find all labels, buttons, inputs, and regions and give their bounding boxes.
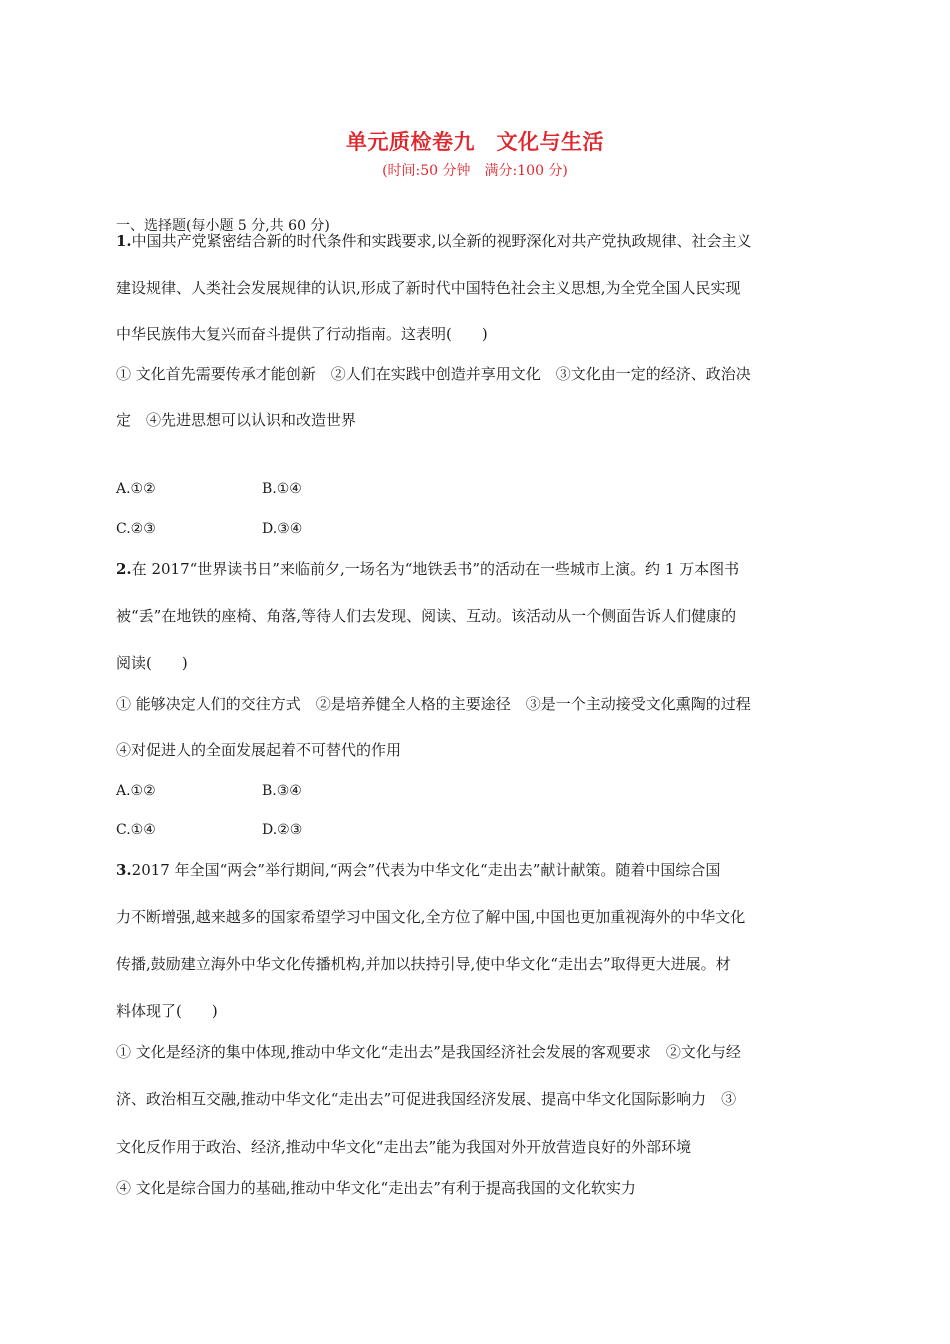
question-2-statements-2: ④对促进人的全面发展起着不可替代的作用 (116, 741, 402, 759)
question-1-line-2: 建设规律、人类社会发展规律的认识,形成了新时代中国特色社会主义思想,为全党全国人民实现 (116, 279, 741, 297)
question-stem: 2017 年全国“两会”举行期间,“两会”代表为中华文化“走出去”献计献策。随着中国综合国 (131, 861, 721, 879)
question-1-statements-1: ① 文化首先需要传承才能创新 ②人们在实践中创造并享用文化 ③文化由一定的经济、政治决 (116, 365, 751, 383)
question-1-line-1 (116, 231, 751, 251)
question-3-statements-2: 济、政治相互交融,推动中华文化“走出去”可促进我国经济发展、提高中华文化国际影响力 ③ (116, 1090, 737, 1108)
question-1-line-3: 中华民族伟大复兴而奋斗提供了行动指南。这表明( ) (116, 325, 488, 343)
question-3-statements-1: ① 文化是经济的集中体现,推动中华文化“走出去”是我国经济社会发展的客观要求 ②文化与经 (116, 1043, 741, 1061)
question-1-option-c[interactable]: C.②③ (116, 521, 156, 537)
question-2-statements-1: ① 能够决定人们的交往方式 ②是培养健全人格的主要途径 ③是一个主动接受文化熏陶的过程 (116, 695, 751, 713)
question-2-option-c[interactable]: C.①④ (116, 822, 156, 838)
question-3-line-1 (116, 860, 720, 880)
question-2-line-2: 被“丢”在地铁的座椅、角落,等待人们去发现、阅读、互动。该活动从一个侧面告诉人们健康的 (116, 607, 737, 625)
question-1-option-a[interactable]: A.①② (116, 481, 156, 497)
section-heading: 一、选择题(每小题 5 分,共 60 分) (116, 218, 330, 234)
question-2-line-1 (116, 559, 739, 579)
question-number: 2. (116, 560, 132, 578)
exam-info: (时间:50 分钟 满分:100 分) (382, 163, 568, 179)
question-2-option-a[interactable]: A.①② (116, 783, 156, 799)
question-2-option-d[interactable]: D.②③ (262, 822, 303, 838)
question-stem: 在 2017“世界读书日”来临前夕,一场名为“地铁丢书”的活动在一些城市上演。约 1 万本图书 (131, 560, 740, 578)
question-3-line-3: 传播,鼓励建立海外中华文化传播机构,并加以扶持引导,使中华文化“走出去”取得更大进展。材 (116, 955, 731, 973)
question-3-statements-4: ④ 文化是综合国力的基础,推动中华文化“走出去”有利于提高我国的文化软实力 (116, 1179, 636, 1197)
question-stem: 中国共产党紧密结合新的时代条件和实践要求,以全新的视野深化对共产党执政规律、社会主义 (131, 232, 752, 250)
question-2-line-3: 阅读( ) (116, 654, 188, 672)
page-title: 单元质检卷九 文化与生活 (346, 129, 604, 154)
question-3-statements-3: 文化反作用于政治、经济,推动中华文化“走出去”能为我国对外开放营造良好的外部环境 (116, 1138, 692, 1156)
question-2-option-b[interactable]: B.③④ (262, 783, 302, 799)
question-3-line-2: 力不断增强,越来越多的国家希望学习中国文化,全方位了解中国,中国也更加重视海外的中华文化 (116, 908, 746, 926)
question-1-statements-2: 定 ④先进思想可以认识和改造世界 (116, 411, 357, 429)
question-number: 1. (116, 232, 132, 250)
question-3-line-4: 料体现了( ) (116, 1002, 218, 1020)
question-1-option-d[interactable]: D.③④ (262, 521, 303, 537)
question-1-option-b[interactable]: B.①④ (262, 481, 302, 497)
question-number: 3. (116, 861, 132, 879)
